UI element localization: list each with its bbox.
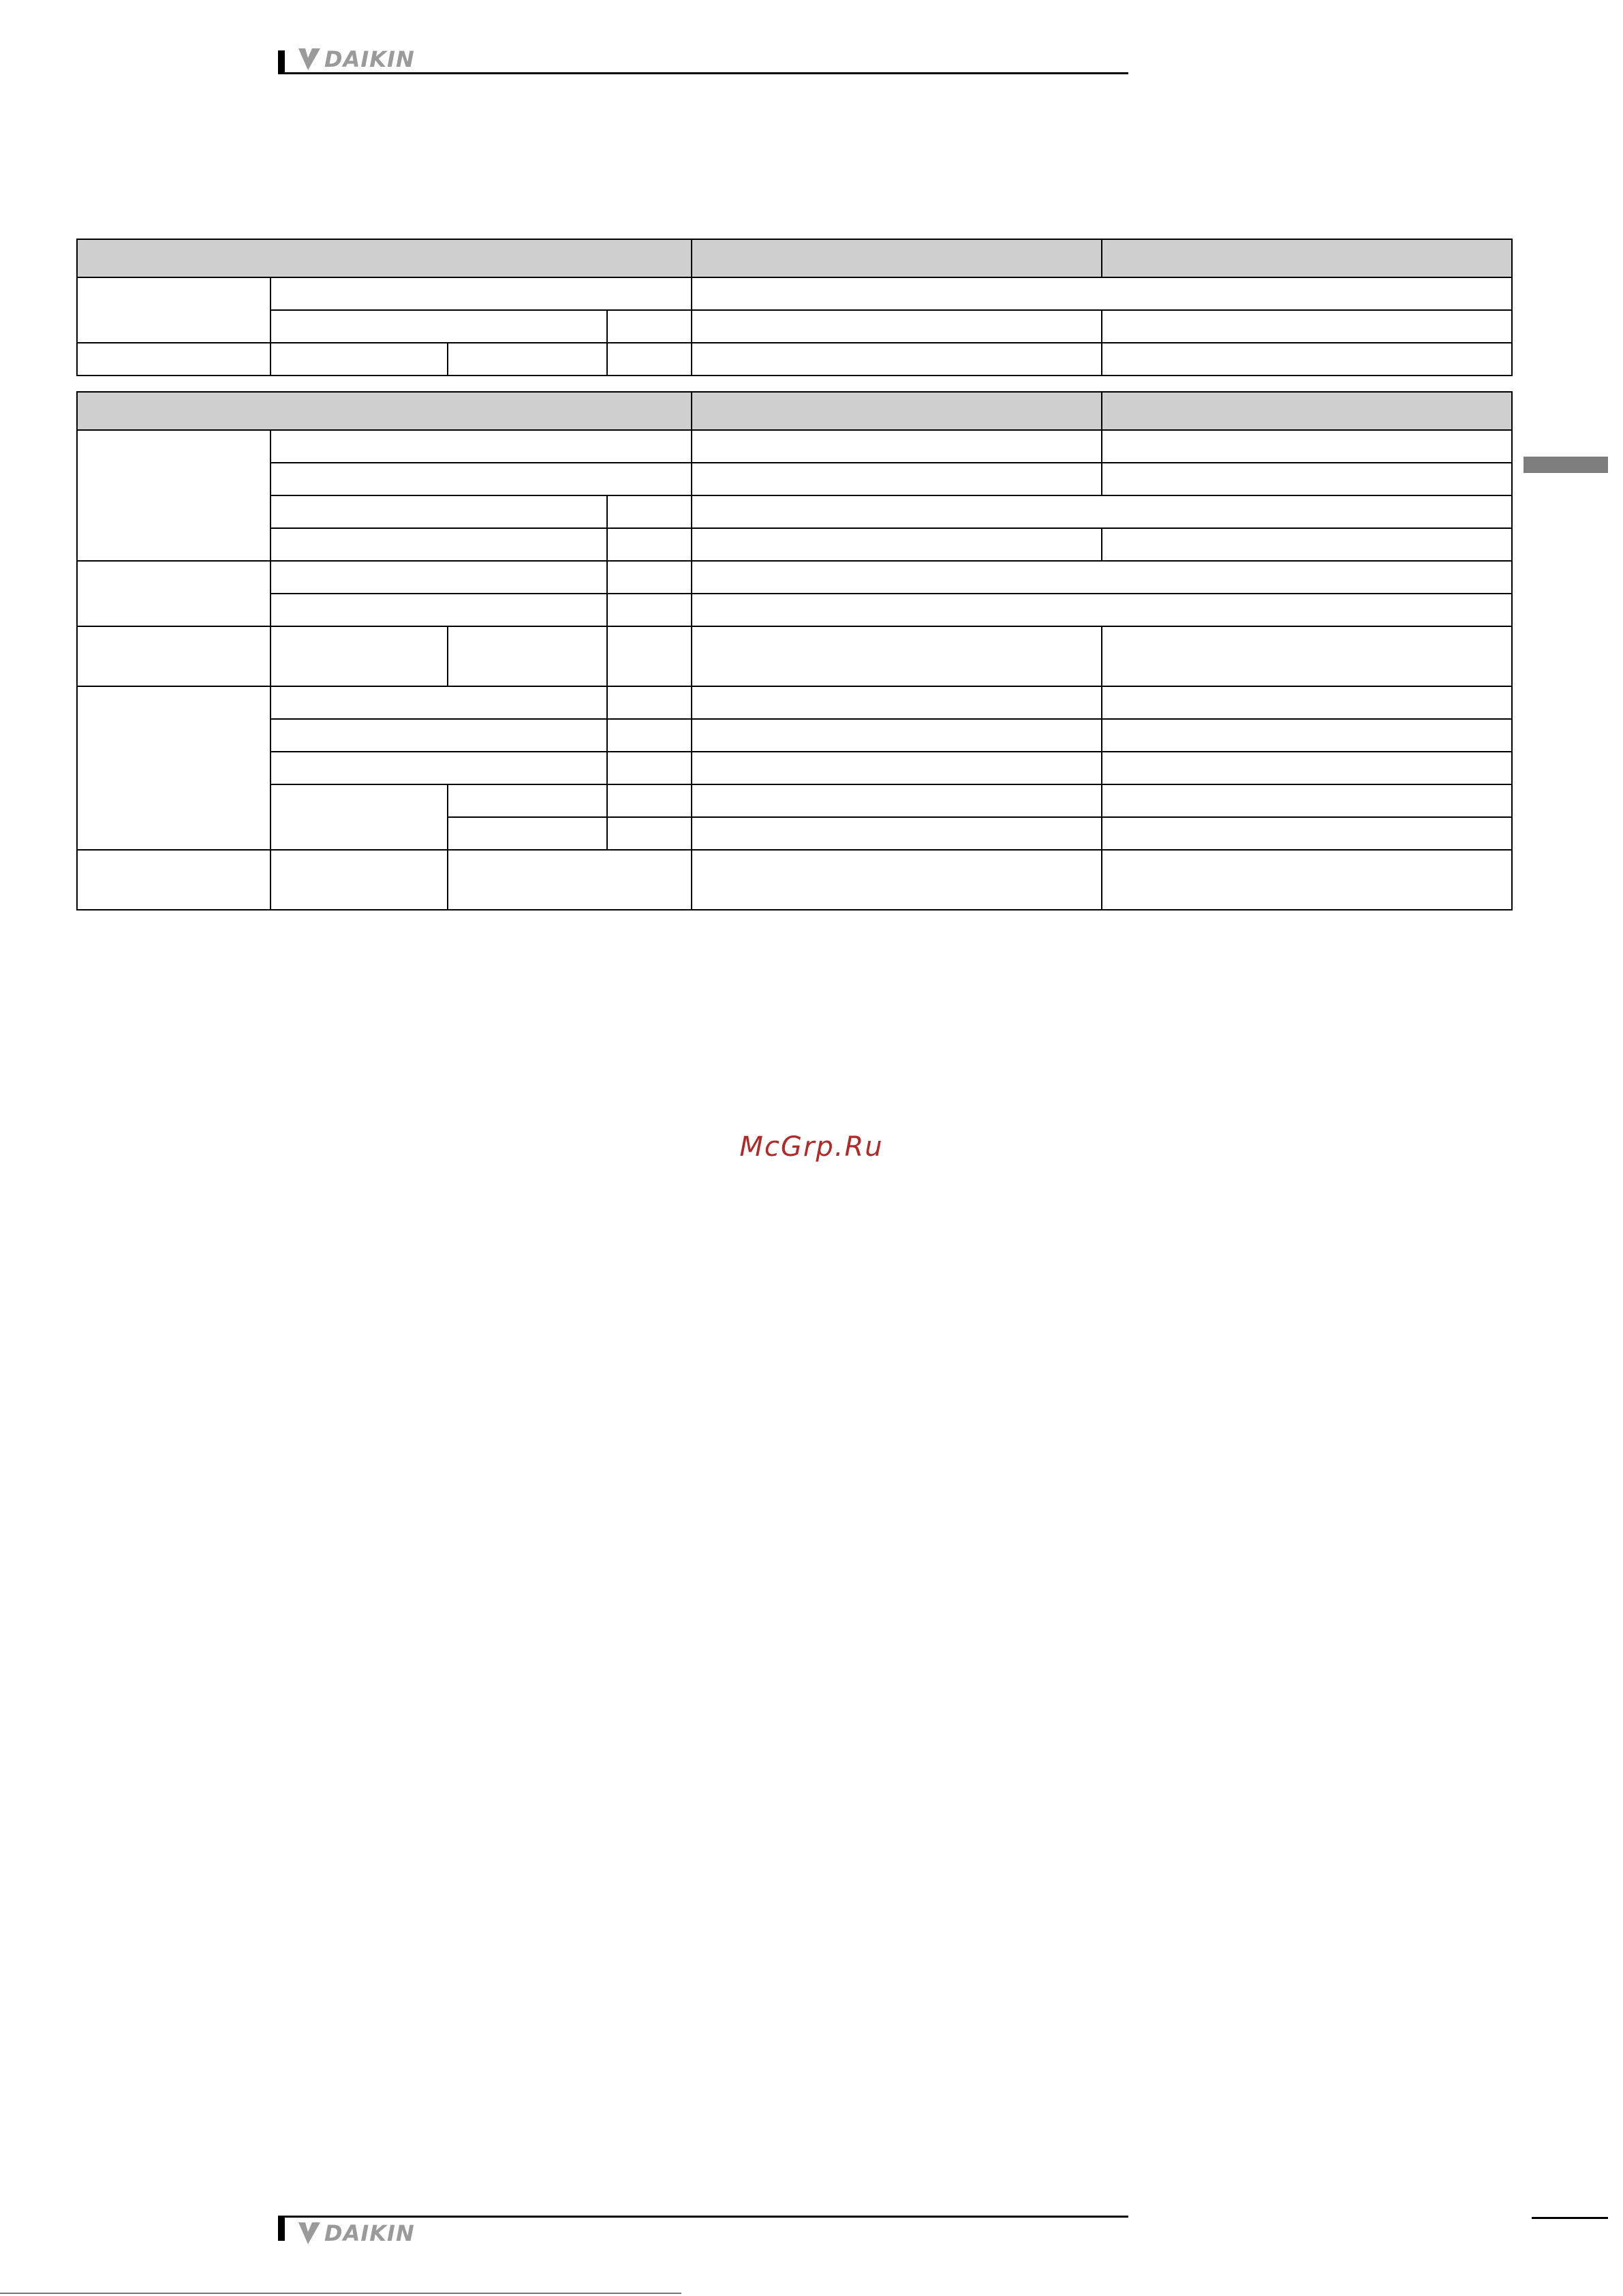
table-cell [1102,686,1512,719]
table-cell [270,784,448,850]
table-row [77,495,1512,528]
footer-logo-text: DAIKIN [324,2220,415,2246]
table-cell [692,626,1102,686]
table-cell [448,817,607,850]
table-cell [1102,430,1512,463]
footer-right-rule [1532,2217,1608,2219]
table-cell [607,784,692,817]
table-cell [270,752,607,784]
table-cell [270,594,607,626]
daikin-logo-icon [297,47,322,72]
table-cell [270,495,607,528]
table-cell [77,392,692,430]
table-row [77,626,1512,686]
table-header-row [77,392,1512,430]
section-tab-marker [1524,457,1608,473]
table-row [77,752,1512,784]
table-cell [270,626,448,686]
table-cell [607,817,692,850]
table-row [77,561,1512,594]
table-cell [1102,817,1512,850]
header-bar-mark [278,50,285,74]
table-cell [692,239,1102,277]
table-row [77,719,1512,752]
table-cell [607,594,692,626]
table-cell [270,430,692,463]
table-cell [1102,850,1512,910]
table-cell [270,343,448,376]
table-cell [1102,528,1512,561]
table-cell [77,239,692,277]
table-row [77,850,1512,910]
table-cell [1102,392,1512,430]
table-row [77,343,1512,376]
table-cell [692,817,1102,850]
table-cell [607,528,692,561]
table-cell [692,719,1102,752]
table-cell [692,784,1102,817]
table-cell [607,343,692,376]
table-cell [77,626,270,686]
page-bottom-rule [0,2293,681,2294]
table-cell [270,310,607,343]
table-cell [270,463,692,495]
table-row [77,594,1512,626]
table-cell [692,686,1102,719]
table-cell [270,528,607,561]
table-cell [692,277,1512,310]
spec-table-2 [76,391,1513,910]
table-cell [77,343,270,376]
footer-rule [278,2216,1128,2218]
watermark-text: McGrp.Ru [739,1131,884,1163]
table-row [77,686,1512,719]
daikin-logo-icon [297,2221,322,2246]
table-cell [77,686,270,850]
table-cell [77,561,270,626]
table-cell [1102,626,1512,686]
header-logo-text: DAIKIN [324,46,415,72]
table-cell [692,752,1102,784]
table-cell [607,310,692,343]
table-cell [448,850,692,910]
table-cell [77,430,270,561]
table-cell [448,626,607,686]
spec-table-1 [76,239,1513,376]
table-cell [692,310,1102,343]
table-cell [607,495,692,528]
table-cell [448,784,607,817]
table-cell [270,277,692,310]
table-cell [1102,343,1512,376]
table-cell [270,686,607,719]
table-cell [692,343,1102,376]
table-cell [607,561,692,594]
footer-bar-mark [278,2218,285,2241]
table-cell [607,719,692,752]
footer-logo [297,2220,415,2246]
table-cell [270,719,607,752]
table-cell [1102,310,1512,343]
table-cell [692,495,1512,528]
table-cell [692,561,1512,594]
table-cell [692,850,1102,910]
table-row [77,277,1512,310]
table-cell [1102,752,1512,784]
table-cell [1102,784,1512,817]
table-row [77,463,1512,495]
table-cell [77,850,270,910]
table-cell [692,430,1102,463]
table-header-row [77,239,1512,277]
table-cell [270,850,448,910]
table-cell [692,528,1102,561]
table-cell [1102,463,1512,495]
table-cell [270,561,607,594]
table-cell [692,392,1102,430]
table-cell [1102,239,1512,277]
table-row [77,430,1512,463]
table-cell [607,752,692,784]
table-cell [448,343,607,376]
table-row [77,528,1512,561]
table-cell [607,626,692,686]
table-cell [692,463,1102,495]
table-cell [607,686,692,719]
table-row [77,784,1512,817]
table-cell [1102,719,1512,752]
table-cell [692,594,1512,626]
header-rule [278,72,1128,74]
table-cell [77,277,270,343]
header-logo [297,46,415,72]
table-row [77,310,1512,343]
